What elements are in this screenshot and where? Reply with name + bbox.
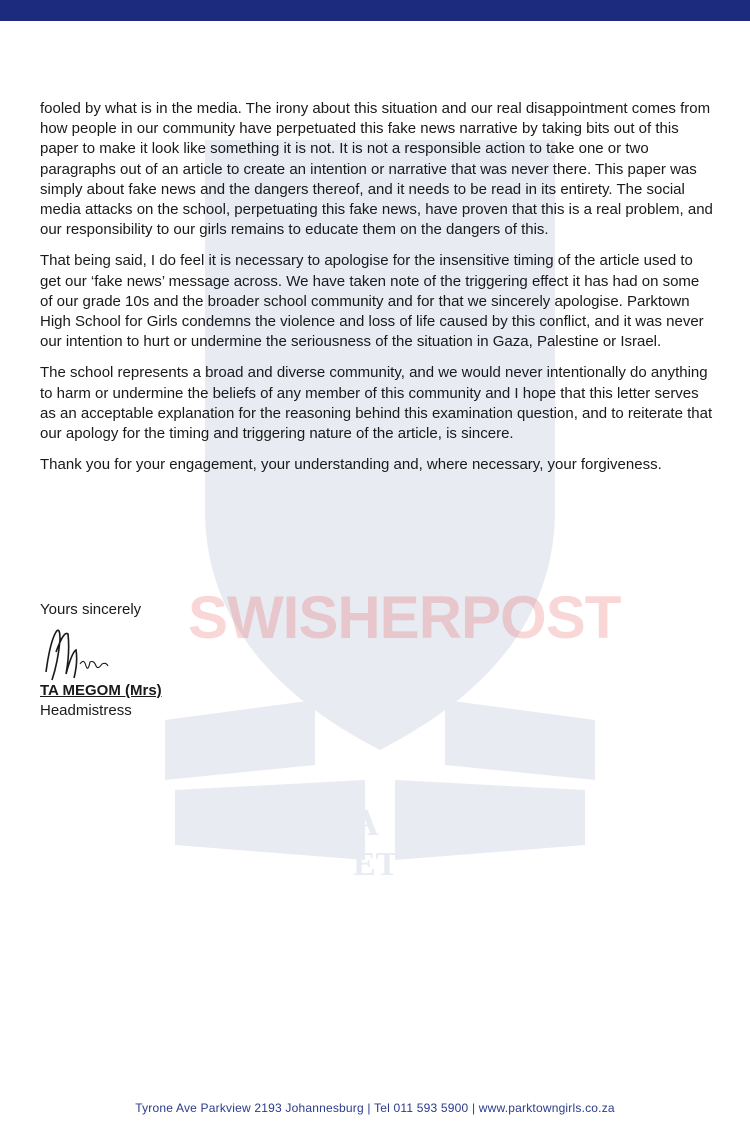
signer-title: Headmistress bbox=[40, 702, 132, 719]
crest-ribbon-bottom bbox=[175, 780, 585, 860]
crest-ribbon-top bbox=[165, 700, 595, 780]
crest-year: 1923 bbox=[485, 719, 565, 764]
paragraph-3: The school represents a broad and diverse community, and we would never intentionally do anything to harm or undermine the beliefs of any member of this community and I hope that this letter serves as an acceptable explanation for the reasoning behind this examination question, and to reiterate that our apology for the timing and triggering nature of the article, is sincere. bbox=[40, 364, 713, 443]
footer-contact: Tyrone Ave Parkview 2193 Johannesburg | Tel 011 593 5900 | www.parktowngirls.co.za bbox=[135, 1101, 615, 1115]
paragraph-4: Thank you for your engagement, your understanding and, where necessary, your forgiveness. bbox=[40, 456, 662, 474]
paragraph-2: That being said, I do feel it is necessary to apologise for the insensitive timing of the article used to get our ‘fake news’ message across. We have taken note of the triggering effect it has had on some of our grade 10s and the broader school community and for that we sincerely apologise. Parktown High School for Girls condemns the violence and loss of life caused by this conflict, and it was never our intention to hurt or undermine the seriousness of the situation in Gaza, Palestine or Israel. bbox=[40, 252, 704, 351]
handwritten-signature bbox=[38, 622, 128, 684]
closing: Yours sincerely bbox=[40, 601, 142, 618]
paragraph-1: fooled by what is in the media. The irony about this situation and our real disappointment comes from how people in our community have perpetuated this fake news narrative by taking bits out of this paper to make it look like something it is not. It is not a responsible action to take one or two paragraphs out of an article to create an intention or narrative that was never there. This paper was simply about fake news and the dangers thereof, and it needs to be read in its entirety. The social media attacks on the school, perpetuating this fake news, have proven that this is a real problem, and our responsibility to our girls remains to educate them on the dangers of this. bbox=[40, 100, 713, 239]
watermark: SWISHERPOST bbox=[188, 584, 621, 651]
header-bar bbox=[0, 0, 750, 21]
crest-motto-left: SCIENTIA bbox=[195, 802, 379, 844]
crest-motto-center: ET bbox=[353, 846, 399, 880]
crest-est: EST. bbox=[185, 729, 268, 774]
signer-name: TA MEGOM (Mrs) bbox=[40, 682, 162, 699]
letter-body bbox=[40, 99, 715, 486]
crest-motto-right: VERITAS bbox=[405, 797, 572, 839]
